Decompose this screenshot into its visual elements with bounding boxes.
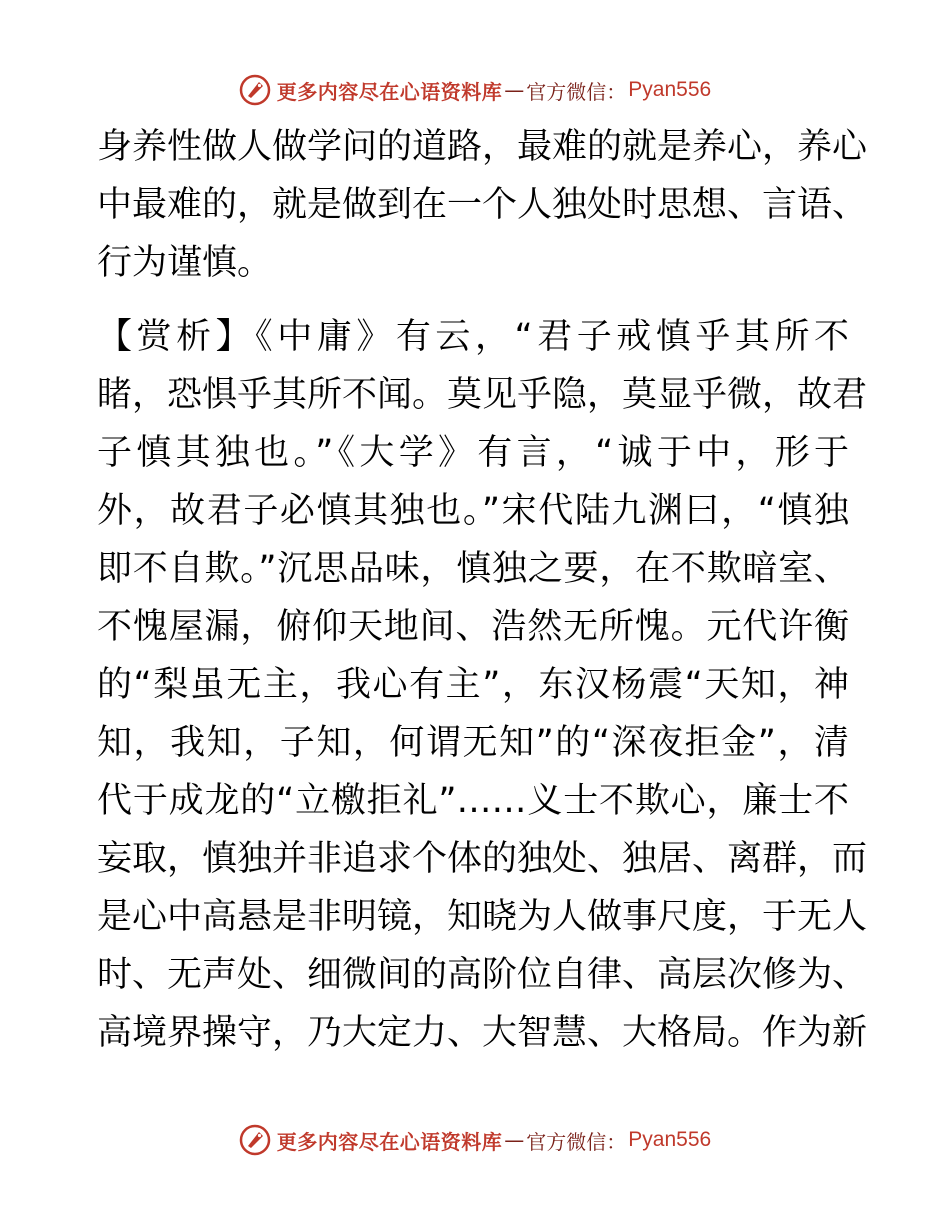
text-line: 外，故君子必慎其独也。”宋代陆九渊曰，“慎独 — [97, 491, 849, 531]
text-line: 是心中高悬是非明镜，知晓为人做事尺度，于无人 — [97, 897, 868, 937]
footer-wechat-id: Pyan556 — [628, 1128, 712, 1151]
text-line: 即不自欺。”沉思品味，慎独之要，在不欺暗室、 — [97, 549, 849, 589]
footer-wechat-label: 官方微信： — [526, 1129, 627, 1154]
footer-watermark-banner — [0, 1120, 950, 1160]
text-line: 高境界操守，乃大定力、大智慧、大格局。作为新 — [97, 1013, 868, 1053]
text-line: 中最难的，就是做到在一个人独处时思想、言语、 — [97, 185, 868, 225]
text-line: 的“梨虽无主，我心有主”，东汉杨震“天知，神 — [97, 665, 849, 705]
text-line: 时、无声处、细微间的高阶位自律、高层次修为、 — [97, 955, 868, 995]
header-wechat-label: 官方微信： — [526, 79, 627, 104]
text-line: 代于成龙的“立檄拒礼”……义士不欺心，廉士不 — [97, 781, 849, 821]
pen-nib-logo-icon — [239, 1124, 271, 1156]
pen-nib-logo-icon — [239, 74, 271, 106]
text-line: 子慎其独也。”《大学》有言，“诚于中，形于 — [97, 433, 849, 473]
header-banner-separator: — — [504, 78, 525, 102]
text-line: 行为谨慎。 — [97, 243, 273, 283]
paragraph-1 — [97, 118, 868, 292]
header-wechat-id: Pyan556 — [628, 78, 712, 101]
paragraph-2 — [97, 308, 868, 1062]
text-line: 妄取，慎独并非追求个体的独处、独居、离群，而 — [97, 839, 868, 879]
text-line: 【赏析】《中庸》有云，“君子戒慎乎其所不 — [97, 317, 849, 357]
text-line: 不愧屋漏，俯仰天地间、浩然无所愧。元代许衡 — [97, 607, 849, 647]
text-line: 知，我知，子知，何谓无知”的“深夜拒金”，清 — [97, 723, 849, 763]
footer-banner-separator: — — [504, 1128, 525, 1152]
footer-banner-text: 更多内容尽在心语资料库 — [276, 1129, 503, 1154]
text-line: 睹，恐惧乎其所不闻。莫见乎隐，莫显乎微，故君 — [97, 375, 868, 415]
header-watermark-banner — [0, 70, 950, 110]
text-line: 身养性做人做学问的道路，最难的就是养心，养心 — [97, 127, 868, 167]
header-banner-text: 更多内容尽在心语资料库 — [276, 79, 503, 104]
